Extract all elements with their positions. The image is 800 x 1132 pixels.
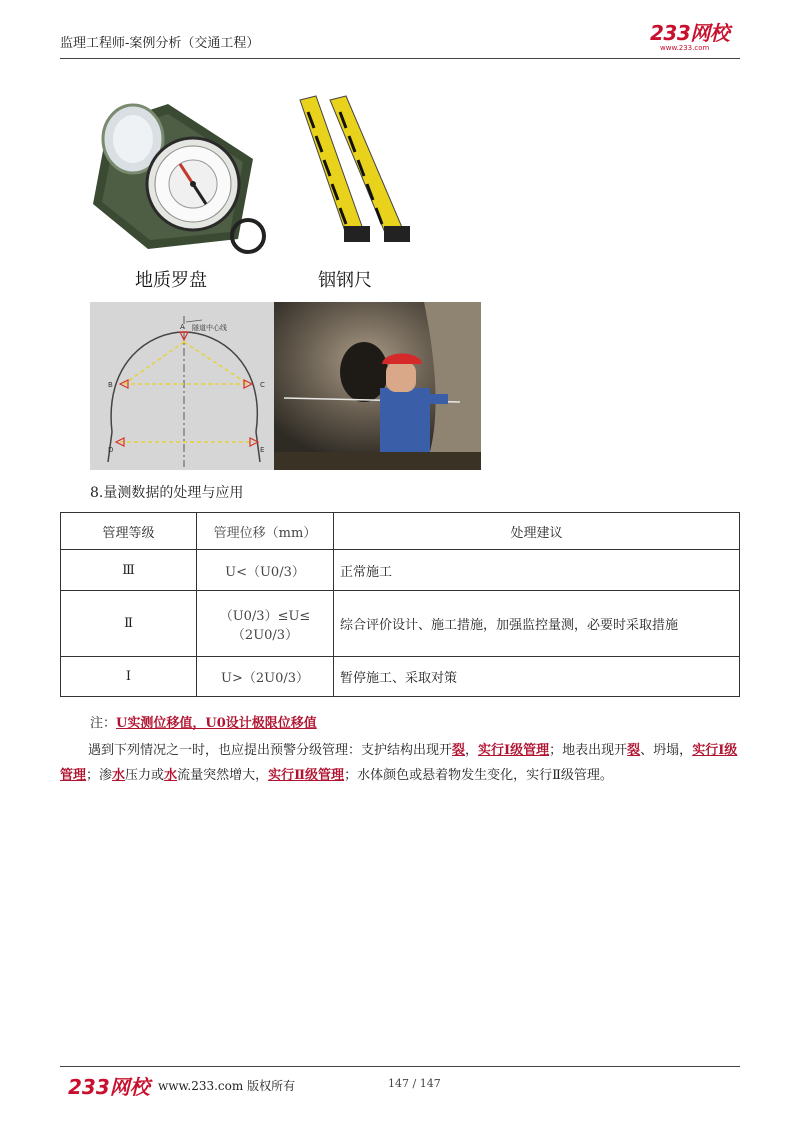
page-header [60,20,740,59]
point-b-label: B [108,381,113,389]
header-grade: 管理等级 [61,513,197,550]
point-c-label: C [260,381,265,389]
point-e-label: E [260,446,265,454]
table-row [61,591,740,657]
point-a-label: A [180,323,185,331]
warning-paragraph [60,738,740,788]
cell-advice: 暂停施工、采取对策 [334,657,740,697]
tunnel-worker-photo [274,302,481,470]
cell-displacement: （U0/3）≤U≤（2U0/3） [197,591,334,657]
header-displacement: 管理位移（mm） [197,513,334,550]
cell-advice: 正常施工 [334,550,740,591]
management-grade-table [60,512,740,697]
footer-copyright: www.233.com 版权所有 [158,1079,296,1093]
logo-text: 233网校 [650,21,730,45]
para-text: 流量突然增大， [177,768,269,783]
para-text: ；水体颜色或悬着物发生变化，实行Ⅱ级管理。 [344,768,613,783]
header-advice: 处理建议 [334,513,740,550]
para-highlight: 实行Ⅰ级管理 [60,743,738,783]
para-text: ；地表出现开 [549,743,628,758]
tunnel-centerline-label: 隧道中心线 [192,324,227,332]
para-text: 压力或 [125,768,165,783]
brand-logo [650,22,740,56]
cell-displacement: U<（U0/3） [197,550,334,591]
footer-logo: 233网校 [68,1075,150,1099]
section-heading: 8.量测数据的处理与应用 [90,485,244,501]
cell-grade: Ⅰ [61,657,197,697]
header-title: 监理工程师-案例分析（交通工程） [60,36,260,51]
table-row [61,657,740,697]
table-header-row [61,513,740,550]
para-highlight: 实行Ⅱ级管理 [268,768,345,783]
note-prefix: 注： [90,716,117,731]
tunnel-measurement-diagram [90,302,274,470]
para-text: ；渗 [86,768,113,783]
logo-url: www.233.com [660,44,710,52]
para-highlight: 水 [112,768,126,783]
cell-grade: Ⅲ [61,550,197,591]
para-text: 、坍塌， [640,743,693,758]
page-number: 147 / 147 [388,1077,441,1090]
cell-grade: Ⅱ [61,591,197,657]
cell-advice: 综合评价设计、施工措施，加强监控量测，必要时采取措施 [334,591,740,657]
table-row [61,550,740,591]
table-note [90,712,317,731]
para-highlight: 水 [164,768,178,783]
point-d-label: D [108,446,114,454]
geological-compass-photo [88,84,268,264]
cell-displacement: U>（2U0/3） [197,657,334,697]
ruler-caption: 铟钢尺 [318,270,372,291]
compass-caption: 地质罗盘 [135,270,207,291]
invar-ruler-photo [292,92,422,252]
para-highlight: 裂 [627,743,641,758]
para-highlight: 裂 [452,743,466,758]
para-highlight: 实行Ⅰ级管理 [478,743,550,758]
para-text: ， [465,743,479,758]
page-footer [60,1066,740,1097]
note-definition: U实测位移值，U0设计极限位移值 [116,716,317,731]
para-text: 遇到下列情况之一时，也应提出预警分级管理：支护结构出现开 [88,743,453,758]
